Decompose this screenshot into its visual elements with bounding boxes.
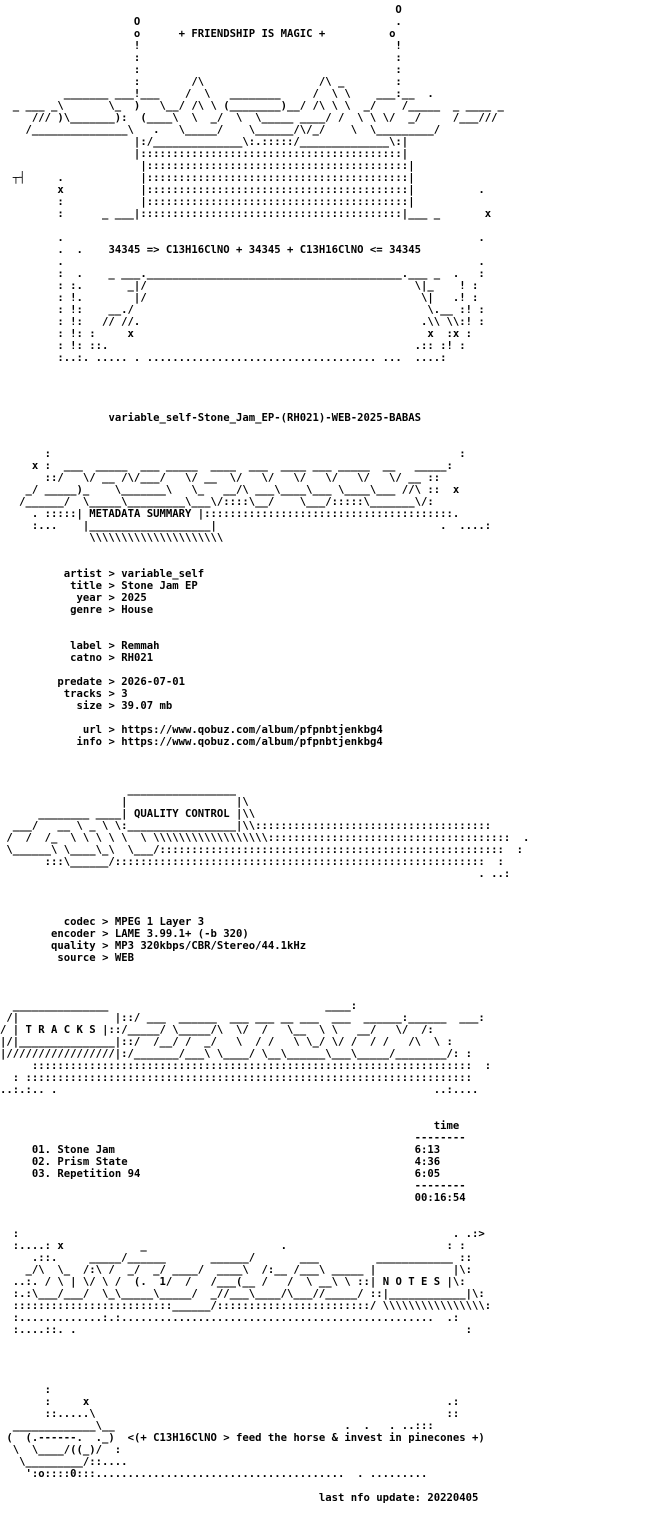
last-update-row [0, 1492, 648, 1504]
quality-banner-line: ________ ____| QUALITY CONTROL |\\ [0, 808, 256, 820]
top-art-line: /_______________\ . \_____/ \______/\/_/ \ \_________/ [0, 124, 441, 136]
release-name: variable_self-Stone_Jam_EP-(RH021)-WEB-2025-BABAS [108, 412, 421, 424]
metadata-row: info > https://www.qobuz.com/album/pfpnbtjenkbg4 [76, 736, 383, 748]
quality-row: codec > MPEG 1 Layer 3 [63, 916, 205, 928]
top-art-line: : : [0, 64, 402, 76]
top-art-line: _ ___ _\ \_ ) \__/ /\ \ (________)__/ /\ \ \ _/ /_____ _ ____ _ [0, 100, 504, 112]
meta-banner-line: . :::::| METADATA SUMMARY |:::::::::::::::::::::::::::::::::::::::. [0, 508, 460, 520]
top-art-line: _______ ___!___ / \ ________ / \ \ ___:__ . [0, 88, 434, 100]
tracks-banner-line: : :::::::::::::::::::::::::::::::::::::::::::::::::::::::::::::::::::::: [0, 1072, 472, 1084]
meta-banner-line: \\\\\\\\\\\\\\\\\\\\\ [0, 532, 224, 544]
mid-art-line: . . [0, 256, 485, 268]
quality-banner-line: / / /_ \ \ \ \ \ \ \\\\\\\\\\\\\\\\\\:::::::::::::::::::::::::::::::::::::: . [0, 832, 530, 844]
quality-banner-line: _________________ [0, 784, 236, 796]
section-quality: QUALITY CONTROL [133, 808, 230, 820]
mid-art-line: : !: // //. .\\ \\:! : [0, 316, 485, 328]
mid-art-line: :..:. ..... . .................................... ... ....: [0, 352, 447, 364]
metadata-row: genre > House [70, 604, 154, 616]
notes-banner-line: :.:\___/___/ \_\_____\_____/ _//___\____/\___//_____/ ::|____________|\: [0, 1288, 485, 1300]
mid-art-line: : !: : x x :x : [0, 328, 472, 340]
mid-art-line: : :. _|/ \|_ ! : [0, 280, 479, 292]
top-art-line: . . [0, 232, 485, 244]
footer-art-line: \_________/::.... [0, 1456, 128, 1468]
footer-slogan: <(+ C13H16ClNO > feed the horse & invest in pinecones +) [127, 1432, 485, 1444]
footer-art-line: \ \____/((_)/ : [0, 1444, 122, 1456]
metadata-row: title > Stone Jam EP [70, 580, 198, 592]
meta-banner-line: ::/ \/ __ /\/___/ \/ __ \/ \/ \/ \/ \/ \/ __ :: [0, 472, 441, 484]
top-art-line: |:/______________\:.:::::/______________\:| [0, 136, 409, 148]
metadata-row: artist > variable_self [63, 568, 205, 580]
tracks-banner-line: |/////////////////|:/_______/___\ \____/ \__\______\___\_____/________/: : [0, 1048, 472, 1060]
metadata-row: label > Remmah [70, 640, 160, 652]
meta-banner-line: : : [0, 448, 466, 460]
quality-banner-line: . ..: [0, 868, 511, 880]
top-art-line: /// )\_______): (____\ \ _/ \ \_____ ____/ / \ \ \/ _/ /___/// [0, 112, 498, 124]
track-row[interactable]: 01. Stone Jam 6:13 [31, 1144, 441, 1156]
tracks-banner-line: |/|_______________|::/ /__/ / _/ \ / / \ \_/ \/ / / / /\ \ : [0, 1036, 453, 1048]
top-art-line: |:::::::::::::::::::::::::::::::::::::::::| [0, 148, 409, 160]
footer-art-line: ':o::::0:::....................................... . ......... [0, 1468, 428, 1480]
notes-banner-line: :....::. . : [0, 1324, 472, 1336]
footer-art-line: _____________\__ . . . ..::: [0, 1420, 434, 1432]
nfo-title: + FRIENDSHIP IS MAGIC + [178, 28, 326, 40]
footer-art-line: : [0, 1384, 52, 1396]
top-art-line: : : [0, 52, 402, 64]
tracks-header-rule: -------- [0, 1132, 466, 1144]
total-time-row [0, 1192, 648, 1204]
tracks-banner-line: ..:.:.. . ..:.... [0, 1084, 479, 1096]
metadata-row: predate > 2026-07-01 [57, 676, 185, 688]
section-notes: N O T E S [382, 1276, 441, 1288]
formula-line-row: . . 34345 => C13H16ClNO + 34345 + C13H16ClNO <= 34345 [0, 244, 421, 256]
meta-banner-line: _/ _____)_ \_______\ \_ __/\ ___\____\___ \____\___ //\ :: x [0, 484, 460, 496]
top-art-line: x |:::::::::::::::::::::::::::::::::::::::::| . [0, 184, 485, 196]
mid-art-line: : !: ::. .:: :! : [0, 340, 466, 352]
tracks-banner-line: ::::::::::::::::::::::::::::::::::::::::::::::::::::::::::::::::::::: : [0, 1060, 492, 1072]
notes-banner-line: ..:. / \ | \/ \ / (. 1/ / /___(__ / / \ __\ \ ::| N O T E S |\: [0, 1276, 466, 1288]
metadata-row: size > 39.07 mb [76, 700, 173, 712]
mid-art-line: : !. |/ \| .! : [0, 292, 479, 304]
section-metadata: METADATA SUMMARY [89, 508, 192, 520]
mid-art-line: : . _ ___.________________________________________.___ _ . : [0, 268, 485, 280]
tracks-banner-line: / | T R A C K S |::/_____/ \_____/\ \/ / \__ \ \ __/ \/ /: [0, 1024, 434, 1036]
info-link[interactable]: https://www.qobuz.com/album/pfpnbtjenkbg4 [121, 736, 383, 748]
top-art-line: |:::::::::::::::::::::::::::::::::::::::::| [0, 160, 415, 172]
footer-art-line: : x .: [0, 1396, 460, 1408]
notes-banner-line: :....: x _ . : : [0, 1240, 466, 1252]
top-art-line: ! ! [0, 40, 402, 52]
tracks-footer-rule: -------- [0, 1180, 466, 1192]
notes-banner-line: :::::::::::::::::::::::::______/::::::::::::::::::::::::/ \\\\\\\\\\\\\\\\: [0, 1300, 492, 1312]
tracks-header-row [0, 1120, 648, 1132]
total-time: 00:16:54 [414, 1192, 466, 1204]
footer-art-line: ::.....\ :: [0, 1408, 460, 1420]
quality-row: source > WEB [57, 952, 134, 964]
top-art-line: ┬┤ . |:::::::::::::::::::::::::::::::::::::::::| [0, 172, 415, 184]
metadata-row: catno > RH021 [70, 652, 154, 664]
notes-banner-line: .::. _____/______ ______/ ___ ____________ :: [0, 1252, 472, 1264]
last-update: last nfo update: 20220405 [318, 1492, 479, 1504]
quality-row: quality > MP3 320kbps/CBR/Stereo/44.1kHz [51, 940, 307, 952]
quality-banner-line: \______\ \____\_\ \___/:::::::::::::::::::::::::::::::::::::::::::::::::::::: : [0, 844, 523, 856]
notes-banner-line: :.............:.:................................................. .: [0, 1312, 460, 1324]
footer-slogan-row: ( (.------. ._) <(+ C13H16ClNO > feed the horse & invest in pinecones +) [0, 1432, 485, 1444]
notes-banner-line: : . .:> [0, 1228, 485, 1240]
quality-banner-line: :::\______/:::::::::::::::::::::::::::::::::::::::::::::::::::::::::: : [0, 856, 504, 868]
formula-line: 34345 => C13H16ClNO + 34345 + C13H16ClNO <= 34345 [108, 244, 421, 256]
url-link[interactable]: https://www.qobuz.com/album/pfpnbtjenkbg4 [121, 724, 383, 736]
top-art-line: : |:::::::::::::::::::::::::::::::::::::::::| [0, 196, 415, 208]
top-art-line: o + FRIENDSHIP IS MAGIC + o [0, 28, 396, 40]
meta-banner-line: :... |___________________| . ....: [0, 520, 492, 532]
mid-art-line: : !: __./ \.__ :! : [0, 304, 485, 316]
quality-row: encoder > LAME 3.99.1+ (-b 320) [51, 928, 249, 940]
top-art-line: : /\ /\ _ : [0, 76, 402, 88]
tracks-banner-line: _______________ ____: [0, 1000, 358, 1012]
top-art-line: O . [0, 16, 402, 28]
top-art-line: : _ ___|:::::::::::::::::::::::::::::::::::::::::|___ _ x [0, 208, 492, 220]
meta-banner-line: /______/ \_____\_________\___\/::::\__/ \___/:::::\_______\/: [0, 496, 434, 508]
metadata-row: url > https://www.qobuz.com/album/pfpnbtjenkbg4 [82, 724, 383, 736]
release-name-row [0, 412, 648, 424]
section-tracks: T R A C K S [25, 1024, 96, 1036]
quality-banner-line: ___/ __ \ _ \ \:_________________|\\::::::::::::::::::::::::::::::::::::: [0, 820, 492, 832]
tracks-banner-line: /| |::/ ___ ______ ___ ___ __ ___ ___ ______:______ ___: [0, 1012, 485, 1024]
notes-banner-line: _/\ \_ /:\ / _/ _/ ____/ ____\ /:__ /___\ _____ | |\: [0, 1264, 472, 1276]
tracks-time-header: time [433, 1120, 460, 1132]
metadata-row: tracks > 3 [63, 688, 128, 700]
top-art-line: O [0, 4, 402, 16]
metadata-row: year > 2025 [76, 592, 147, 604]
meta-banner-line: x : ___ _____ ___ _____ ____ ___ ____ ___ _____ __ _____: [0, 460, 453, 472]
quality-banner-line: | |\ [0, 796, 249, 808]
track-row[interactable]: 03. Repetition 94 6:05 [31, 1168, 441, 1180]
top-art-line [0, 220, 648, 232]
track-row[interactable]: 02. Prism State 4:36 [31, 1156, 441, 1168]
